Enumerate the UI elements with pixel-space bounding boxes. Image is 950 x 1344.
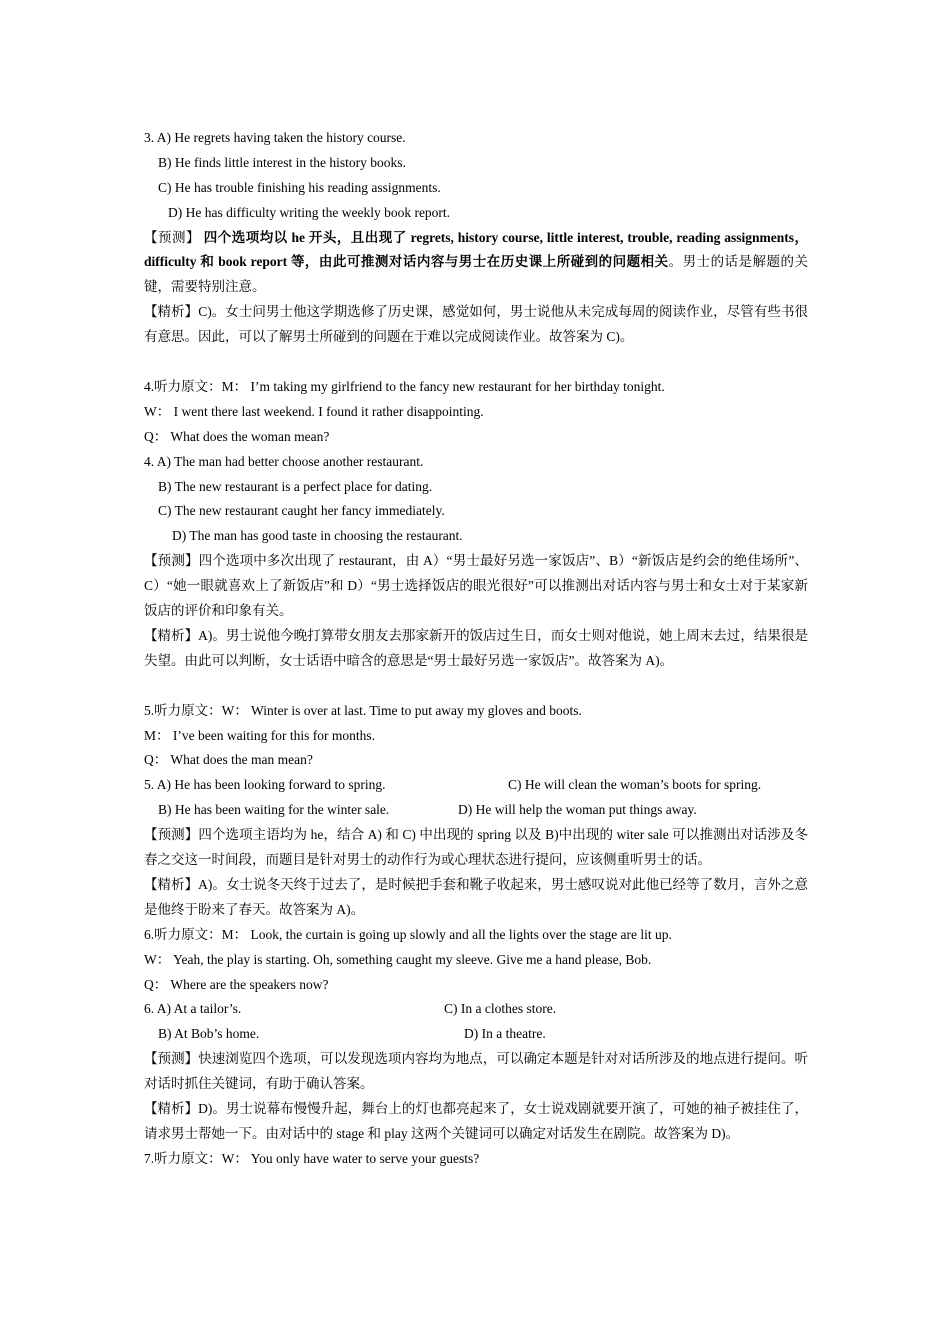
q3-option-d: D) He has difficulty writing the weekly book report. [168, 204, 451, 220]
q7-transcript-w: 7.听力原文：W： You only have water to serve your guests? [144, 1150, 480, 1166]
q5-options-row-1 [144, 773, 808, 798]
q5-predict: 【预测】四个选项主语均为 he，结合 A) 和 C) 中出现的 spring 以及 B)中出现的 witer sale 可以推测出对话涉及冬春之交这一时间段，而题目是针对男士的动作行为或心理状态进行提问，应该侧重听男士的话。 [144, 827, 808, 867]
spacer [144, 674, 808, 699]
q4-transcript-w: W： I went there last weekend. I found it rather disappointing. [144, 403, 484, 419]
q4-predict: 【预测】四个选项中多次出现了 restaurant，由 A）“男士最好另选一家饭店”、B）“新饭店是约会的绝佳场所”、C）“她一眼就喜欢上了新饭店”和 D）“男士选择饭店的眼光很好”可以推测出对话内容与男士和女士对于某家新饭店的评价和印象有关。 [144, 553, 808, 619]
q6-option-d: D) In a theatre. [464, 1026, 546, 1042]
q4-option-a: 4. A) The man had better choose another restaurant. [144, 453, 424, 469]
q3-predict [144, 226, 808, 301]
q3-predict-tag: 【预测】 [144, 229, 200, 245]
q3-option-a: 3. A) He regrets having taken the history course. [144, 130, 406, 145]
q5-option-d: D) He will help the woman put things away. [458, 802, 697, 818]
q4-option-d: D) The man has good taste in choosing the restaurant. [172, 528, 463, 544]
q6-option-b: B) At Bob’s home. [158, 1026, 260, 1042]
q4-transcript-q: Q： What does the woman mean? [144, 428, 330, 444]
q4-transcript-m: 4.听力原文：M： I’m taking my girlfriend to the fancy new restaurant for her birthday tonight. [144, 378, 665, 394]
q5-option-b: B) He has been waiting for the winter sale. [158, 802, 390, 818]
q3-predict-rest: 。男士的话是解题的关键，需要特别注意。 [144, 254, 808, 295]
q5-transcript-q: Q： What does the man mean? [144, 752, 313, 768]
q5-option-a: 5. A) He has been looking forward to spring. [144, 777, 386, 793]
q5-analysis: 【精析】A)。女士说冬天终于过去了，是时候把手套和靴子收起来，男士感叹说对此他已经等了数月，言外之意是他终于盼来了春天。故答案为 A)。 [144, 876, 808, 917]
q3-option-c: C) He has trouble finishing his reading assignments. [158, 179, 441, 195]
q6-options-row-2 [144, 1022, 808, 1047]
q5-transcript-w: 5.听力原文：W： Winter is over at last. Time to put away my gloves and boots. [144, 702, 582, 718]
q6-transcript-q: Q： Where are the speakers now? [144, 976, 329, 992]
page-content [144, 126, 808, 1172]
q5-transcript-m: M： I’ve been waiting for this for months. [144, 727, 375, 743]
spacer [144, 350, 808, 375]
q3-option-b: B) He finds little interest in the history books. [158, 154, 406, 170]
q6-option-c: C) In a clothes store. [444, 1001, 557, 1017]
q5-option-c: C) He will clean the woman’s boots for spring. [508, 777, 762, 793]
q4-analysis: 【精析】A)。男士说他今晚打算带女朋友去那家新开的饭店过生日，而女士则对他说，她上周末去过，结果很是失望。由此可以判断，女士话语中暗含的意思是“男士最好另选一家饭店”。故答案为 A)。 [144, 627, 808, 668]
q4-option-c: C) The new restaurant caught her fancy immediately. [158, 503, 445, 519]
q6-transcript-m: 6.听力原文：M： Look, the curtain is going up slowly and all the lights over the stage are lit up. [144, 926, 672, 942]
q5-options-row-2 [144, 798, 808, 823]
q6-options-row-1 [144, 997, 808, 1022]
q4-option-b: B) The new restaurant is a perfect place for dating. [158, 478, 433, 494]
q6-predict: 【预测】快速浏览四个选项，可以发现选项内容均为地点，可以确定本题是针对对话所涉及的地点进行提问。听对话时抓住关键词，有助于确认答案。 [144, 1051, 808, 1092]
q3-predict-bold: 四个选项均以 he 开头，且出现了 regrets, history course, little interest, trouble, reading assignments，difficulty 和 book report 等，由此可推测对话内容与男士在历史课上所碰到的问题相关 [144, 229, 808, 270]
q6-option-a: 6. A) At a tailor’s. [144, 1001, 242, 1017]
q6-transcript-w: W： Yeah, the play is starting. Oh, something caught my sleeve. Give me a hand please, Bob. [144, 951, 652, 967]
q6-analysis: 【精析】D)。男士说幕布慢慢升起，舞台上的灯也都亮起来了，女士说戏剧就要开演了，可她的袖子被挂住了，请求男士帮她一下。由对话中的 stage 和 play 这两个关键词可以确定对话发生在剧院。故答案为 D)。 [144, 1100, 808, 1141]
q3-analysis: 【精析】C)。女士问男士他这学期选修了历史课，感觉如何，男士说他从未完成每周的阅读作业，尽管有些书很有意思。因此，可以了解男士所碰到的问题在于难以完成阅读作业。故答案为 C)。 [144, 304, 808, 345]
